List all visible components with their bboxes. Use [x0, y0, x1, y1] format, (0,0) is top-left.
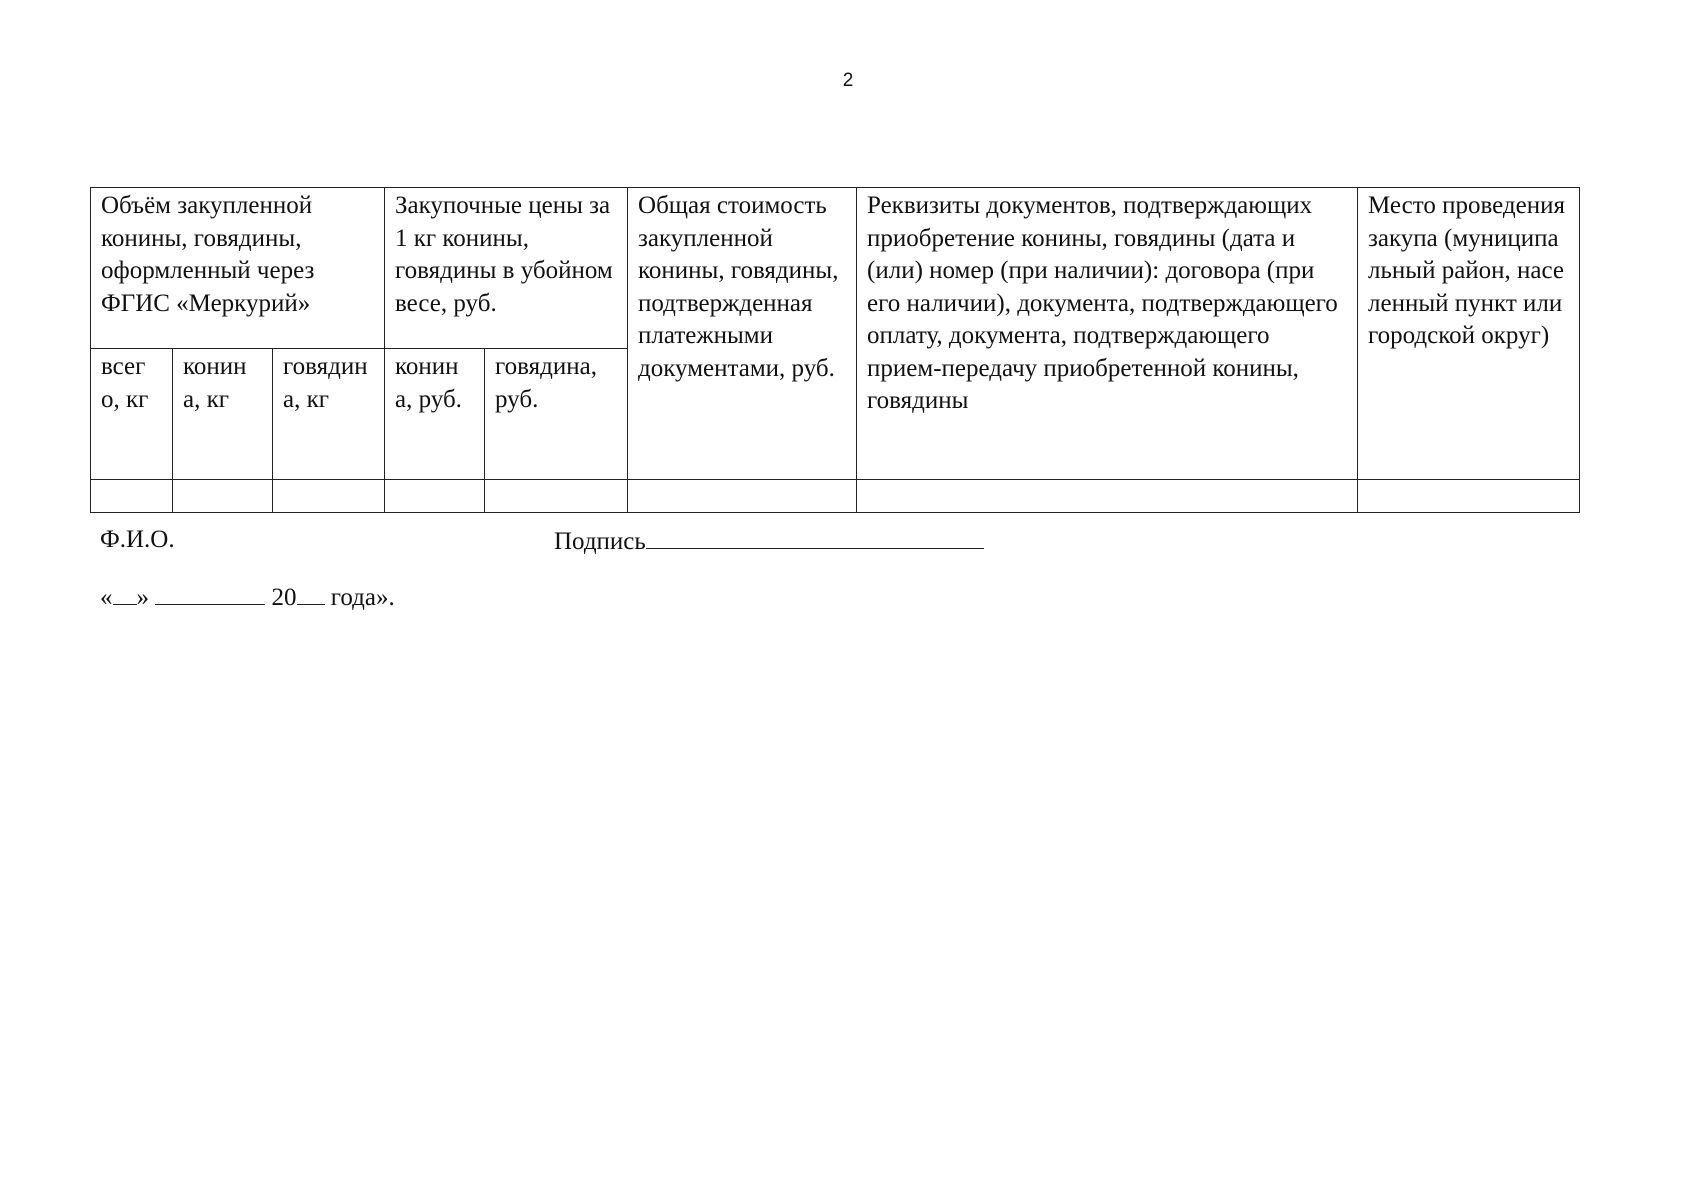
date-open-quote: «	[100, 584, 113, 611]
cell-total-cost[interactable]	[628, 480, 857, 513]
year-prefix: 20	[271, 584, 297, 611]
subheader-total-kg: всего, кг	[91, 349, 173, 480]
header-volume-group: Объём закупленной конины, говядины, оформленный через ФГИС «Меркурий»	[91, 188, 385, 349]
day-blank[interactable]	[113, 580, 137, 605]
fio-label: Ф.И.О.	[100, 526, 175, 553]
cell-horse-rub[interactable]	[385, 480, 485, 513]
cell-horse-kg[interactable]	[173, 480, 273, 513]
month-blank[interactable]	[155, 580, 265, 605]
page-number: 2	[842, 70, 854, 91]
cell-total-kg[interactable]	[91, 480, 173, 513]
cell-place[interactable]	[1358, 480, 1580, 513]
date-field	[100, 580, 395, 614]
year-suffix: года».	[330, 584, 395, 611]
date-close-quote: »	[136, 584, 149, 611]
subheader-beef-kg: говядина, кг	[273, 349, 385, 480]
signature-label: Подпись	[554, 528, 646, 555]
subheader-horse-kg: конина, кг	[173, 349, 273, 480]
cell-beef-kg[interactable]	[273, 480, 385, 513]
subheader-horse-rub: конина, руб.	[385, 349, 485, 480]
header-place: Место проведения закупа (муниципальный район, населенный пункт или городской округ)	[1358, 188, 1580, 480]
header-total-cost: Общая стоимость закупленной конины, говядины, подтвержденная платежными документами, руб.	[628, 188, 857, 480]
cell-beef-rub[interactable]	[485, 480, 628, 513]
subheader-beef-rub: говядина, руб.	[485, 349, 628, 480]
header-requisites: Реквизиты документов, подтверждающих приобретение конины, говядины (дата и (или) номер (при наличии): договора (при его наличии), документа, подтверждающего оплату, документа, подтверждающего прием-передачу приобретенной конины, говядины	[857, 188, 1358, 480]
signature-blank-line[interactable]	[646, 524, 984, 549]
cell-requisites[interactable]	[857, 480, 1358, 513]
year-blank[interactable]	[297, 580, 325, 605]
header-price-group: Закупочные цены за 1 кг конины, говядины в убойном весе, руб.	[385, 188, 628, 349]
signature-field	[554, 524, 984, 558]
procurement-table	[90, 187, 1580, 513]
